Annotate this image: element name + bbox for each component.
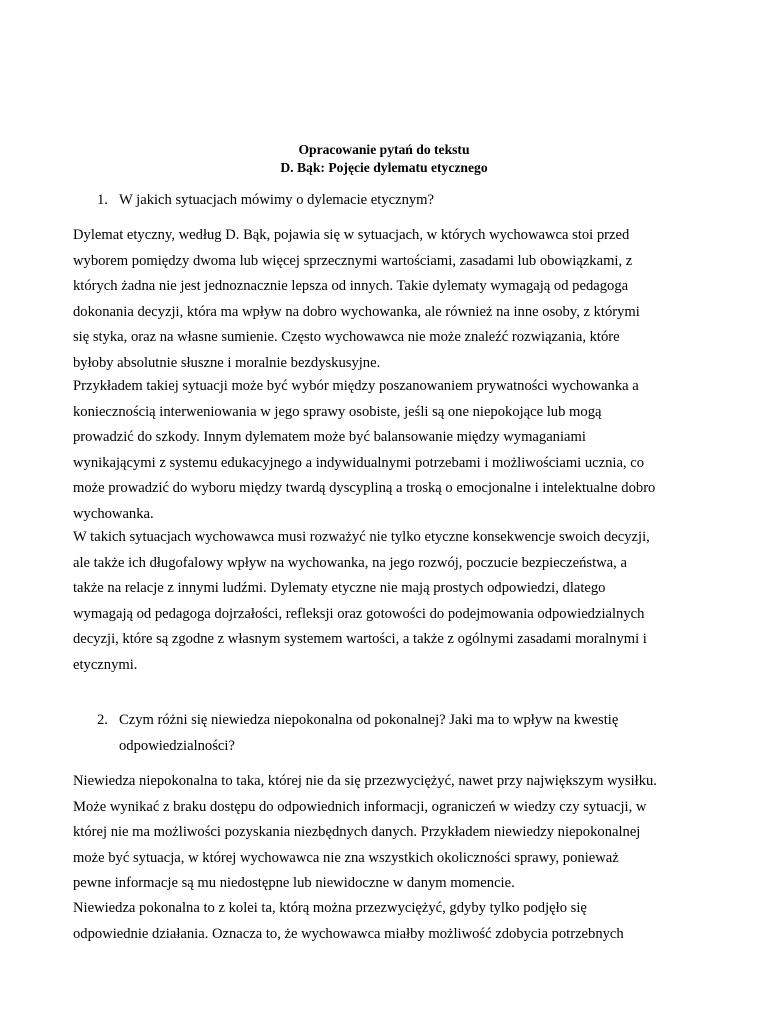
answer-2-paragraph-1 xyxy=(73,769,698,897)
question-2-number: 2. xyxy=(97,712,108,728)
answer-1-paragraph-1 xyxy=(73,223,698,377)
text-line: Może wynikać z braku dostępu do odpowiednich informacji, ograniczeń w wiedzy czy sytuacji, w xyxy=(73,798,647,815)
text-line: byłoby absolutnie słuszne i moralnie bezdyskusyjne. xyxy=(73,354,381,371)
text-line: może prowadzić do wyboru między twardą dyscypliną a troską o emocjonalne i intelektualne dobro xyxy=(73,480,656,497)
question-2-text-line-1: Czym różni się niewiedza niepokonalna od pokonalnej? Jaki ma to wpływ na kwestię xyxy=(119,712,619,728)
text-line: wymagają od pedagoga dojrzałości, refleksji oraz gotowości do podejmowania odpowiedzialnych xyxy=(73,605,645,622)
text-line: których żadna nie jest jednoznacznie lepsza od innych. Takie dylematy wymagają od pedagoga xyxy=(73,278,629,295)
text-line: wyborem pomiędzy dwoma lub więcej sprzecznymi wartościami, zasadami lub obowiązkami, z xyxy=(73,252,633,269)
text-line: także na relacje z innymi ludźmi. Dylematy etyczne nie mają prostych odpowiedzi, dlatego xyxy=(73,580,606,597)
text-line: odpowiednie działania. Oznacza to, że wychowawca miałby możliwość zdobycia potrzebnych xyxy=(73,925,624,942)
question-1 xyxy=(97,188,697,214)
text-line: dokonania decyzji, która ma wpływ na dobro wychowanka, ale również na inne osoby, z którymi xyxy=(73,303,640,320)
text-line: się styka, oraz na własne sumienie. Często wychowawca nie może znaleźć rozwiązania, które xyxy=(73,329,620,346)
text-line: prowadzić do szkody. Innym dylematem może być balansowanie między wymaganiami xyxy=(73,429,586,446)
text-line: Przykładem takiej sytuacji może być wybór między poszanowaniem prywatności wychowanka a xyxy=(73,378,639,394)
answer-1-paragraph-3 xyxy=(73,525,698,679)
text-line: Niewiedza pokonalna to z kolei ta, którą można przezwyciężyć, gdyby tylko podjęło się xyxy=(73,900,587,916)
text-line: pewne informacje są mu niedostępne lub niewidoczne w danym momencie. xyxy=(73,875,515,892)
text-line: może być sytuacja, w której wychowawca nie zna wszystkich okoliczności sprawy, ponieważ xyxy=(73,849,619,866)
question-2-text-line-2: odpowiedzialności? xyxy=(119,737,235,754)
document-title: Opracowanie pytań do tekstu xyxy=(298,142,470,157)
question-1-number: 1. xyxy=(97,192,108,208)
question-1-text: W jakich sytuacjach mówimy o dylemacie etycznym? xyxy=(119,192,435,208)
text-line: której nie ma możliwości pozyskania niezbędnych danych. Przykładem niewiedzy niepokonalnej xyxy=(73,824,641,841)
text-line: etycznymi. xyxy=(73,656,138,673)
text-line: Niewiedza niepokonalna to taka, której nie da się przezwyciężyć, nawet przy największym wysiłku. xyxy=(73,773,657,789)
text-line: ale także ich długofalowy wpływ na wychowanka, na jego rozwój, poczucie bezpieczeństwa, a xyxy=(73,554,627,571)
text-line: wynikającymi z systemu edukacyjnego a indywidualnymi potrzebami i możliwościami ucznia, co xyxy=(73,454,645,471)
question-2 xyxy=(97,708,697,759)
text-line: W takich sytuacjach wychowawca musi rozważyć nie tylko etyczne konsekwencje swoich decyzji, xyxy=(73,529,650,545)
text-line: koniecznością interweniowania w jego sprawy osobiste, jeśli są one niepokojące lub mogą xyxy=(73,403,602,420)
answer-2-paragraph-2 xyxy=(73,896,698,947)
text-line: decyzji, które są zgodne z własnym systemem wartości, a także z ogólnymi zasadami moralnymi i xyxy=(73,631,647,648)
document-subtitle: D. Bąk: Pojęcie dylematu etycznego xyxy=(280,160,488,175)
text-line: wychowanka. xyxy=(73,505,154,522)
answer-1-paragraph-2 xyxy=(73,374,698,528)
text-line: Dylemat etyczny, według D. Bąk, pojawia się w sytuacjach, w których wychowawca stoi przed xyxy=(73,227,630,243)
